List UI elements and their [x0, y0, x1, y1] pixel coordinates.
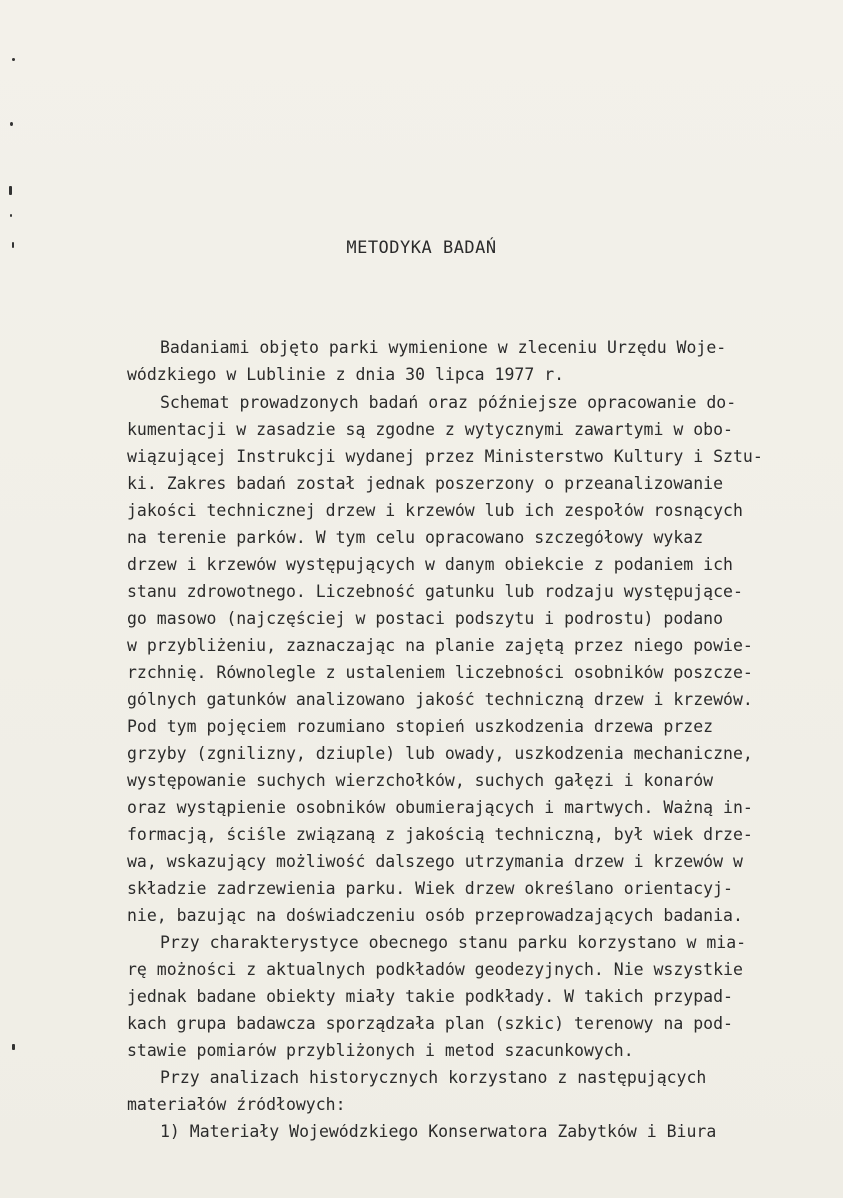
text-line: ki. Zakres badań został jednak poszerzony o przeanalizowanie	[127, 476, 724, 493]
text-line: kach grupa badawcza sporządzała plan (szkic) terenowy na pod-	[127, 1016, 733, 1033]
text-line: stawie pomiarów przybliżonych i metod szacunkowych.	[127, 1043, 634, 1060]
margin-speck	[10, 214, 12, 217]
margin-speck	[12, 1044, 15, 1050]
text-line: Schemat prowadzonych badań oraz późniejsze opracowanie do-	[160, 395, 737, 412]
text-line: gólnych gatunków analizowano jakość techniczną drzew i krzewów.	[127, 692, 753, 709]
text-line: materiałów źródłowych:	[127, 1097, 346, 1114]
text-line: jednak badane obiekty miały takie podkłady. W takich przypad-	[127, 989, 733, 1006]
text-line: Przy analizach historycznych korzystano z następujących	[160, 1070, 707, 1087]
text-line: w przybliżeniu, zaznaczając na planie zajętą przez niego powie-	[127, 638, 753, 655]
text-line: wa, wskazujący możliwość dalszego utrzymania drzew i krzewów w	[127, 854, 743, 871]
text-line: 1) Materiały Wojewódzkiego Konserwatora Zabytków i Biura	[160, 1124, 717, 1141]
text-line: nie, bazując na doświadczeniu osób przeprowadzających badania.	[127, 908, 743, 925]
margin-speck	[12, 58, 15, 61]
text-line: jakości technicznej drzew i krzewów lub ich zespołów rosnących	[127, 503, 743, 520]
page-title: METODYKA BADAŃ	[346, 238, 497, 258]
text-line: wiązującej Instrukcji wydanej przez Ministerstwo Kultury i Sztu-	[127, 449, 763, 466]
text-line: rzchnię. Równolegle z ustaleniem liczebności osobników poszcze-	[127, 665, 753, 682]
text-line: Badaniami objęto parki wymienione w zleceniu Urzędu Woje-	[160, 340, 727, 357]
margin-speck	[10, 122, 13, 126]
text-line: stanu zdrowotnego. Liczebność gatunku lub rodzaju występujące-	[127, 584, 743, 601]
text-line: Pod tym pojęciem rozumiano stopień uszkodzenia drzewa przez	[127, 719, 714, 736]
text-line: składzie zadrzewienia parku. Wiek drzew określano orientacyj-	[127, 881, 733, 898]
text-line: oraz wystąpienie osobników obumierających i martwych. Ważną in-	[127, 800, 753, 817]
text-line: drzew i krzewów występujących w danym obiekcie z podaniem ich	[127, 557, 733, 574]
text-line: formacją, ściśle związaną z jakością techniczną, był wiek drze-	[127, 827, 753, 844]
text-line: go masowo (najczęściej w postaci podszytu i podrostu) podano	[127, 611, 724, 628]
text-line: Przy charakterystyce obecnego stanu parku korzystano w mia-	[160, 935, 747, 952]
text-line: kumentacji w zasadzie są zgodne z wytycznymi zawartymi w obo-	[127, 422, 733, 439]
margin-speck	[9, 186, 12, 195]
text-line: występowanie suchych wierzchołków, suchych gałęzi i konarów	[127, 773, 714, 790]
text-line: rę możności z aktualnych podkładów geodezyjnych. Nie wszystkie	[127, 962, 743, 979]
text-line: grzyby (zgnilizny, dziuple) lub owady, uszkodzenia mechaniczne,	[127, 746, 753, 763]
text-line: na terenie parków. W tym celu opracowano szczegółowy wykaz	[127, 530, 704, 547]
text-line: wódzkiego w Lublinie z dnia 30 lipca 1977 r.	[127, 367, 565, 384]
